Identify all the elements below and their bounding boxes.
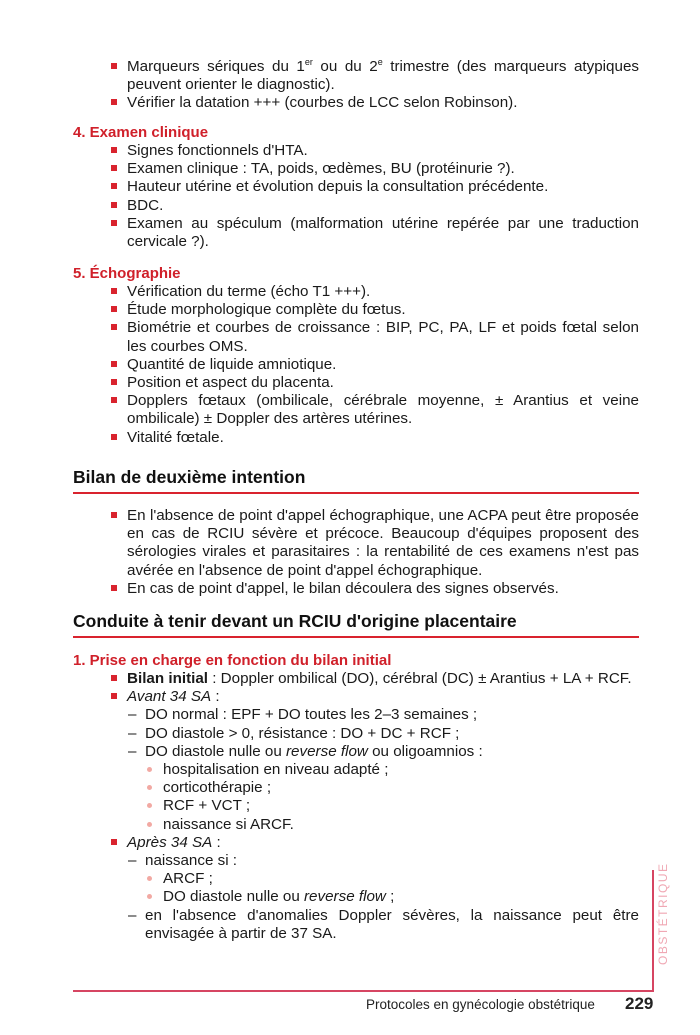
- round-bullet-icon: [147, 822, 152, 827]
- list-item: Vérifier la datation +++ (courbes de LCC selon Robinson).: [73, 94, 639, 112]
- round-bullet-icon: [147, 894, 152, 899]
- dash-item: – DO normal : EPF + DO toutes les 2–3 semaines ;: [128, 706, 478, 724]
- list-item: Examen au spéculum (malformation utérine repérée par une traduction cervicale ?).: [73, 215, 639, 251]
- dash-item: – DO diastole nulle ou reverse flow ou oligoamnios :: [128, 742, 483, 760]
- list-item: Vitalité fœtale.: [73, 429, 639, 447]
- list-item: Marqueurs sériques du 1er ou du 2e trimestre (des marqueurs atypiques peuvent orienter le diagnostic).: [73, 58, 639, 94]
- dot-item: DO diastole nulle ou reverse flow ;: [73, 888, 639, 906]
- dash-item: – en l'absence d'anomalies Doppler sévères, la naissance peut être envisagée à partir de 37 SA.: [128, 906, 639, 942]
- round-bullet-icon: [147, 803, 152, 808]
- round-bullet-icon: [147, 876, 152, 881]
- dash-item: – naissance si :: [128, 852, 238, 870]
- dash-bullet-icon: –: [128, 742, 137, 760]
- section-conduite-a-tenir: [73, 610, 639, 943]
- list-item: Examen clinique : TA, poids, œdèmes, BU (protéinurie ?).: [73, 160, 639, 178]
- square-bullet-icon: [111, 183, 117, 189]
- list-item: En cas de point d'appel, le bilan découlera des signes observés.: [73, 580, 639, 598]
- list-item: Vérification du terme (écho T1 +++).: [73, 283, 639, 301]
- subsection-title: 4. Examen clinique: [73, 124, 209, 141]
- subsection-title: 1. Prise en charge en fonction du bilan initial: [73, 652, 392, 669]
- list-item: Quantité de liquide amniotique.: [73, 356, 639, 374]
- square-bullet-icon: [111, 147, 117, 153]
- section-continuation: [73, 58, 639, 113]
- list-item: Dopplers fœtaux (ombilicale, cérébrale moyenne, ± Arantius et veine ombilicale) ± Doppler des artères utérines.: [73, 392, 639, 428]
- dash-bullet-icon: –: [128, 906, 137, 924]
- page-number: 229: [625, 994, 654, 1013]
- dot-item: ARCF ;: [73, 870, 639, 888]
- square-bullet-icon: [111, 99, 117, 105]
- square-bullet-icon: [111, 434, 117, 440]
- dash-bullet-icon: –: [128, 724, 137, 742]
- section-echographie: [73, 265, 639, 447]
- square-bullet-icon: [111, 324, 117, 330]
- dot-item: naissance si ARCF.: [73, 816, 639, 834]
- square-bullet-icon: [111, 288, 117, 294]
- square-bullet-icon: [111, 585, 117, 591]
- list-item: Position et aspect du placenta.: [73, 374, 639, 392]
- list-item: Avant 34 SA :: [73, 688, 639, 706]
- dash-item: – DO diastole > 0, résistance : DO + DC + RCF ;: [128, 724, 460, 742]
- section-heading: Conduite à tenir devant un RCIU d'origine placentaire: [73, 610, 639, 638]
- section-examen-clinique: [73, 124, 639, 251]
- dash-bullet-icon: –: [128, 852, 137, 870]
- list-item: Bilan initial : Doppler ombilical (DO), cérébral (DC) ± Arantius + LA + RCF.: [73, 670, 639, 688]
- list-item: Biométrie et courbes de croissance : BIP, PC, PA, LF et poids fœtal selon les courbes OMS.: [73, 319, 639, 355]
- section-bilan-deuxieme-intention: [73, 466, 639, 598]
- page-frame-vertical-rule: [652, 870, 654, 992]
- list-item: En l'absence de point d'appel échographique, une ACPA peut être proposée en cas de RCIU sévère et précoce. Beaucoup d'équipes proposent des sérologies virales et parasitaires : la rentabilité de ces examens n'est pas avérée en l'absence de point d'appel échographique.: [73, 507, 639, 580]
- footer-book-title: Protocoles en gynécologie obstétrique: [366, 997, 595, 1012]
- square-bullet-icon: [111, 165, 117, 171]
- round-bullet-icon: [147, 785, 152, 790]
- subsection-title: 5. Échographie: [73, 265, 181, 282]
- list-item: Signes fonctionnels d'HTA.: [73, 142, 639, 160]
- chapter-side-tab: OBSTÉTRIQUE: [656, 862, 670, 965]
- square-bullet-icon: [111, 675, 117, 681]
- square-bullet-icon: [111, 512, 117, 518]
- dash-bullet-icon: –: [128, 706, 137, 724]
- square-bullet-icon: [111, 839, 117, 845]
- square-bullet-icon: [111, 361, 117, 367]
- square-bullet-icon: [111, 306, 117, 312]
- square-bullet-icon: [111, 379, 117, 385]
- square-bullet-icon: [111, 63, 117, 69]
- list-item: BDC.: [73, 197, 639, 215]
- dot-item: RCF + VCT ;: [73, 797, 639, 815]
- list-item: Étude morphologique complète du fœtus.: [73, 301, 639, 319]
- section-heading: Bilan de deuxième intention: [73, 466, 639, 494]
- page-frame-bottom-rule: [73, 990, 654, 992]
- square-bullet-icon: [111, 220, 117, 226]
- list-item: Après 34 SA :: [73, 834, 639, 852]
- square-bullet-icon: [111, 693, 117, 699]
- square-bullet-icon: [111, 202, 117, 208]
- square-bullet-icon: [111, 397, 117, 403]
- dot-item: hospitalisation en niveau adapté ;: [73, 761, 639, 779]
- dot-item: corticothérapie ;: [73, 779, 639, 797]
- list-item: Hauteur utérine et évolution depuis la consultation précédente.: [73, 178, 639, 196]
- round-bullet-icon: [147, 767, 152, 772]
